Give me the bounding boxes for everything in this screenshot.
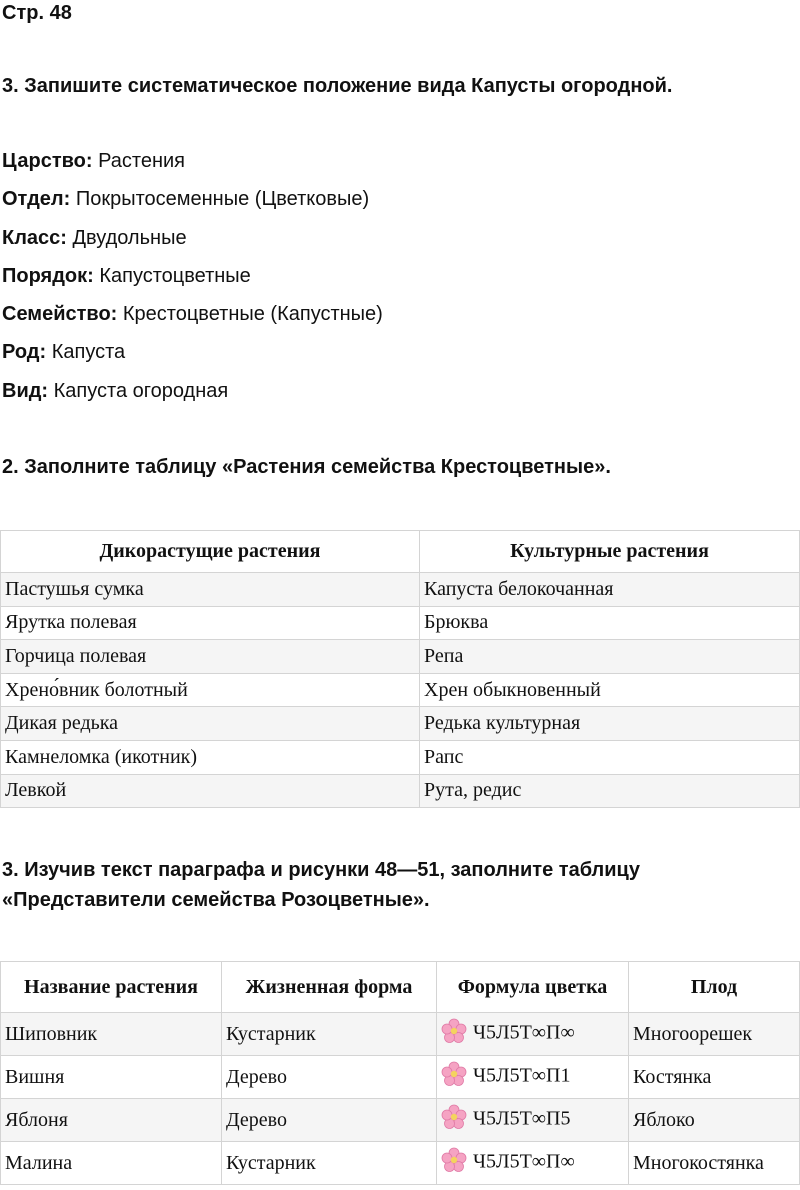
table-cell: Ярутка полевая (1, 606, 420, 640)
table-cell: Горчица полевая (1, 640, 420, 674)
column-header: Культурные растения (420, 531, 800, 573)
taxonomy-value: Крестоцветные (Капустные) (117, 303, 383, 326)
table-cell: Капуста белокочанная (420, 573, 800, 607)
table-row (1, 774, 800, 808)
taxonomy-label: Семейство: (2, 303, 118, 326)
column-header: Формула цветка (437, 962, 629, 1013)
table-row (1, 1013, 800, 1056)
taxonomy-value: Растения (92, 150, 185, 172)
table-header-row (1, 531, 800, 573)
column-header: Название растения (1, 962, 222, 1013)
table-row (1, 573, 800, 607)
task-title-rosaceae (2, 855, 640, 915)
table-cell (437, 1013, 629, 1056)
table-cell: Кустарник (222, 1013, 437, 1056)
taxonomy-row (2, 377, 383, 415)
table-cell: Дерево (222, 1056, 437, 1099)
table-row (1, 1056, 800, 1099)
column-header: Жизненная форма (222, 962, 437, 1013)
taxonomy-list (2, 147, 383, 415)
table-cell: Рапс (420, 740, 800, 774)
table-cell: Костянка (629, 1056, 800, 1099)
task-title-line: «Представители семейства Розоцветные». (2, 889, 430, 911)
task-title-line: 3. Изучив текст параграфа и рисунки 48—51, заполните таблицу (2, 859, 640, 881)
table-cell: Яблоко (629, 1099, 800, 1142)
flower-icon (441, 1147, 467, 1179)
cruciferous-table (0, 530, 800, 808)
taxonomy-row (2, 262, 383, 300)
table-cell: Кустарник (222, 1142, 437, 1185)
column-header: Плод (629, 962, 800, 1013)
taxonomy-label: Царство: (2, 150, 93, 172)
table-cell: Шиповник (1, 1013, 222, 1056)
table-cell (437, 1142, 629, 1185)
taxonomy-label: Отдел: (2, 188, 71, 211)
flower-formula: Ч5Л5Т∞П∞ (473, 1021, 575, 1044)
taxonomy-row (2, 224, 383, 262)
table-row (1, 740, 800, 774)
table-cell: Рута, редис (420, 774, 800, 808)
table-row (1, 707, 800, 741)
flower-icon (441, 1018, 467, 1050)
table-cell: Левкой (1, 774, 420, 808)
page-number: Стр. 48 (2, 2, 72, 24)
table-cell (437, 1056, 629, 1099)
taxonomy-value: Покрытосеменные (Цветковые) (70, 188, 370, 211)
table-cell: Редька культурная (420, 707, 800, 741)
task-title-cruciferous: 2. Заполните таблицу «Растения семейства Крестоцветные». (2, 456, 611, 478)
table-row (1, 1142, 800, 1185)
table-cell: Дикая редька (1, 707, 420, 741)
table-cell: Малина (1, 1142, 222, 1185)
flower-formula: Ч5Л5Т∞П∞ (473, 1150, 575, 1173)
table-cell: Брюква (420, 606, 800, 640)
taxonomy-value: Капуста огородная (48, 379, 229, 402)
table-cell: Пастушья сумка (1, 573, 420, 607)
taxonomy-row (2, 338, 383, 376)
table-cell: Камнеломка (икотник) (1, 740, 420, 774)
taxonomy-label: Класс: (2, 226, 67, 249)
flower-icon (441, 1061, 467, 1093)
table-cell: Хрен обыкновенный (420, 673, 800, 707)
table-row (1, 640, 800, 674)
table-row (1, 1099, 800, 1142)
taxonomy-row (2, 300, 383, 338)
taxonomy-row (2, 147, 383, 185)
table-cell: Хрено́вник болотный (1, 673, 420, 707)
flower-formula: Ч5Л5Т∞П5 (473, 1107, 571, 1130)
table-cell (437, 1099, 629, 1142)
taxonomy-label: Род: (2, 341, 47, 364)
table-cell: Дерево (222, 1099, 437, 1142)
taxonomy-row (2, 185, 383, 223)
column-header: Дикорастущие растения (1, 531, 420, 573)
flower-icon (441, 1104, 467, 1136)
taxonomy-label: Порядок: (2, 264, 94, 287)
table-cell: Яблоня (1, 1099, 222, 1142)
table-cell: Многоорешек (629, 1013, 800, 1056)
taxonomy-value: Капуста (46, 341, 126, 364)
table-cell: Репа (420, 640, 800, 674)
table-header-row (1, 962, 800, 1013)
taxonomy-value: Капустоцветные (93, 264, 251, 287)
table-cell: Многокостянка (629, 1142, 800, 1185)
table-row (1, 606, 800, 640)
task-title-taxonomy: 3. Запишите систематическое положение вида Капусты огородной. (2, 75, 673, 97)
table-row (1, 673, 800, 707)
flower-formula: Ч5Л5Т∞П1 (473, 1064, 571, 1087)
taxonomy-value: Двудольные (66, 226, 187, 249)
table-cell: Вишня (1, 1056, 222, 1099)
taxonomy-label: Вид: (2, 379, 49, 402)
rosaceae-table (0, 961, 800, 1185)
